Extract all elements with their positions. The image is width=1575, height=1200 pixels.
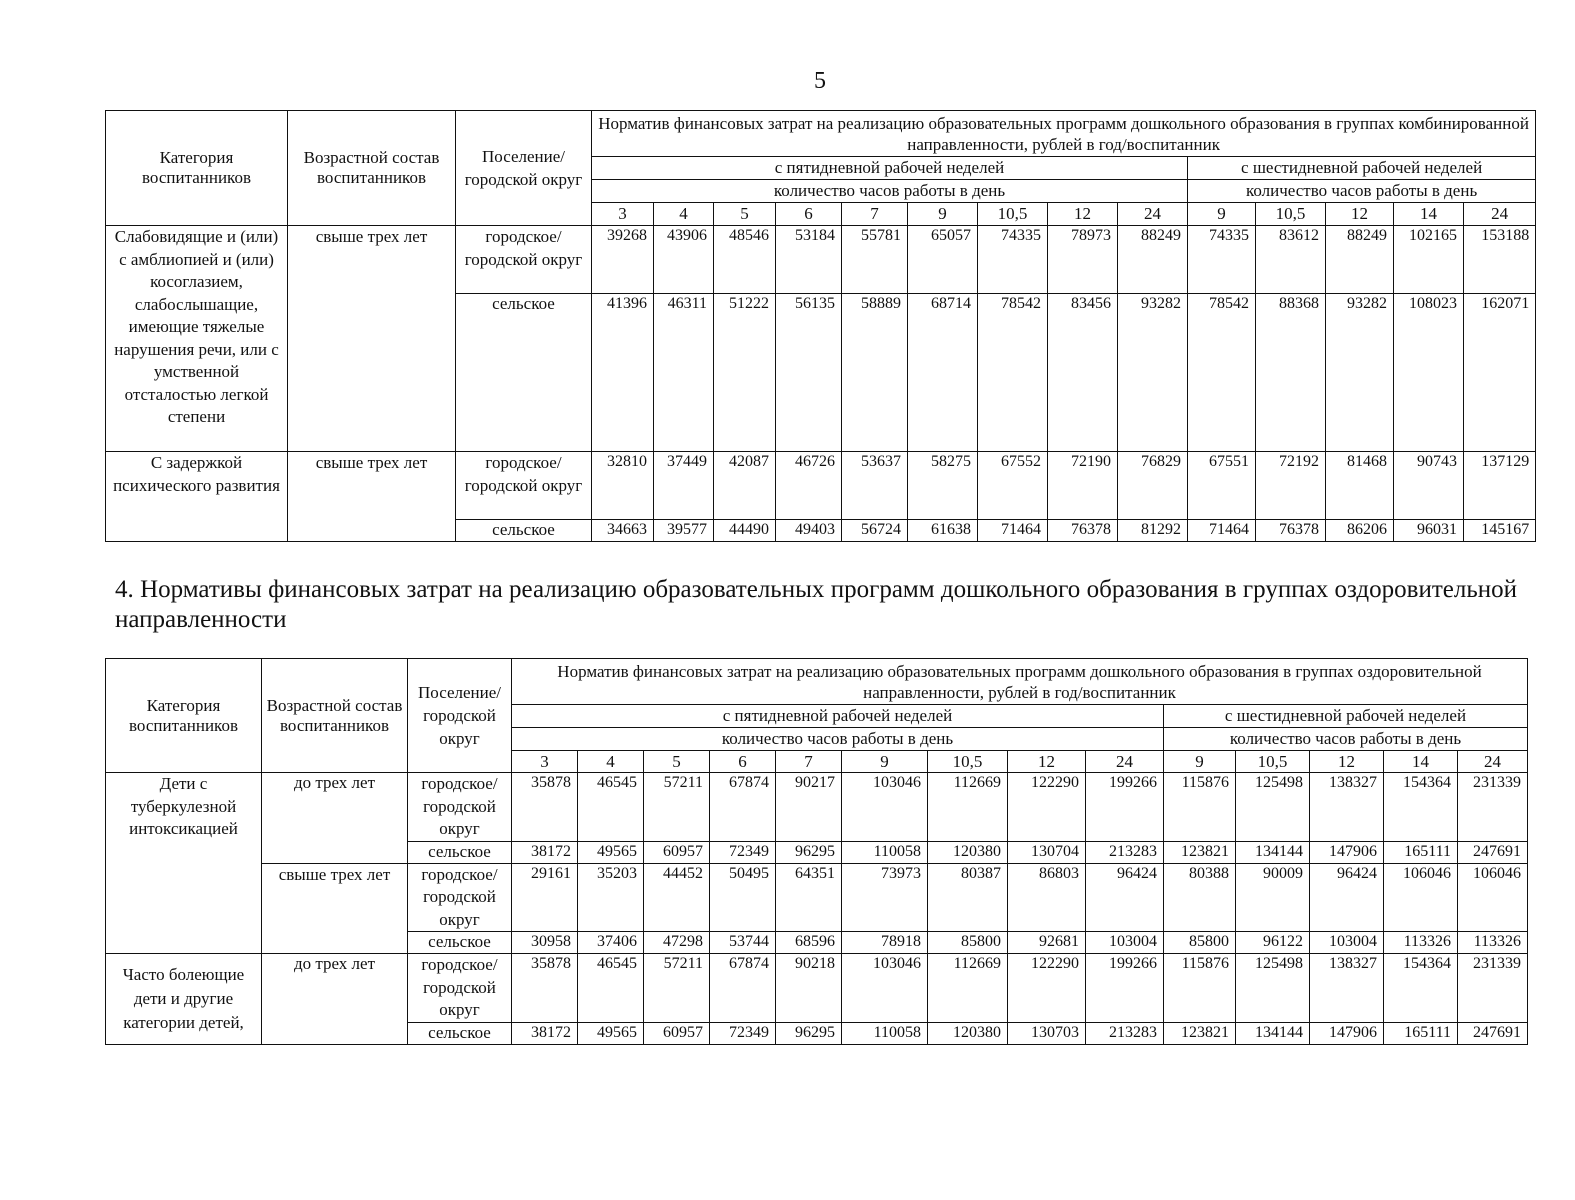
value-cell: 46311 bbox=[654, 294, 714, 452]
hours-header-cell: 9 bbox=[908, 203, 978, 226]
value-cell: 154364 bbox=[1384, 954, 1458, 1023]
value-cell: 110058 bbox=[842, 1022, 928, 1044]
hours-header-cell: 24 bbox=[1464, 203, 1536, 226]
value-cell: 102165 bbox=[1394, 226, 1464, 294]
header-settlement: Поселение/ городской округ bbox=[408, 659, 512, 773]
hours-header-cell: 12 bbox=[1008, 751, 1086, 773]
value-cell: 123821 bbox=[1164, 1022, 1236, 1044]
header-five-day: с пятидневной рабочей неделей bbox=[592, 157, 1188, 180]
hours-header-cell: 12 bbox=[1048, 203, 1118, 226]
value-cell: 60957 bbox=[644, 841, 710, 863]
value-cell: 80387 bbox=[928, 863, 1008, 932]
value-cell: 58889 bbox=[842, 294, 908, 452]
value-cell: 88249 bbox=[1326, 226, 1394, 294]
value-cell: 199266 bbox=[1086, 954, 1164, 1023]
health-groups-norm-table bbox=[105, 658, 1528, 1045]
value-cell: 72192 bbox=[1256, 452, 1326, 520]
age-cell: свыше трех лет bbox=[262, 863, 408, 954]
value-cell: 58275 bbox=[908, 452, 978, 520]
value-cell: 125498 bbox=[1236, 954, 1310, 1023]
table-row bbox=[106, 452, 1536, 520]
value-cell: 46545 bbox=[578, 954, 644, 1023]
value-cell: 50495 bbox=[710, 863, 776, 932]
value-cell: 30958 bbox=[512, 932, 578, 954]
value-cell: 110058 bbox=[842, 841, 928, 863]
value-cell: 88368 bbox=[1256, 294, 1326, 452]
value-cell: 138327 bbox=[1310, 954, 1384, 1023]
value-cell: 38172 bbox=[512, 841, 578, 863]
hours-header-cell: 4 bbox=[654, 203, 714, 226]
value-cell: 115876 bbox=[1164, 954, 1236, 1023]
value-cell: 108023 bbox=[1394, 294, 1464, 452]
hours-header-cell: 24 bbox=[1086, 751, 1164, 773]
value-cell: 81468 bbox=[1326, 452, 1394, 520]
value-cell: 76829 bbox=[1118, 452, 1188, 520]
value-cell: 73973 bbox=[842, 863, 928, 932]
value-cell: 32810 bbox=[592, 452, 654, 520]
hours-header-cell: 9 bbox=[1164, 751, 1236, 773]
value-cell: 53744 bbox=[710, 932, 776, 954]
value-cell: 86206 bbox=[1326, 520, 1394, 542]
value-cell: 56724 bbox=[842, 520, 908, 542]
value-cell: 53184 bbox=[776, 226, 842, 294]
value-cell: 137129 bbox=[1464, 452, 1536, 520]
value-cell: 115876 bbox=[1164, 773, 1236, 842]
value-cell: 74335 bbox=[978, 226, 1048, 294]
value-cell: 231339 bbox=[1458, 773, 1528, 842]
value-cell: 34663 bbox=[592, 520, 654, 542]
value-cell: 35878 bbox=[512, 954, 578, 1023]
settlement-cell: городское/ городской округ bbox=[408, 954, 512, 1023]
value-cell: 113326 bbox=[1384, 932, 1458, 954]
value-cell: 90218 bbox=[776, 954, 842, 1023]
value-cell: 67874 bbox=[710, 954, 776, 1023]
header-settlement: Поселение/ городской округ bbox=[456, 111, 592, 226]
header-hours-per-day: количество часов работы в день bbox=[512, 728, 1164, 751]
header-hours-per-day: количество часов работы в день bbox=[1164, 728, 1528, 751]
value-cell: 67552 bbox=[978, 452, 1048, 520]
value-cell: 44490 bbox=[714, 520, 776, 542]
settlement-cell: городское/ городской округ bbox=[408, 773, 512, 842]
value-cell: 147906 bbox=[1310, 841, 1384, 863]
value-cell: 53637 bbox=[842, 452, 908, 520]
value-cell: 74335 bbox=[1188, 226, 1256, 294]
header-six-day: с шестидневной рабочей неделей bbox=[1164, 705, 1528, 728]
settlement-cell: сельское bbox=[456, 294, 592, 452]
value-cell: 213283 bbox=[1086, 1022, 1164, 1044]
table-row bbox=[106, 954, 1528, 1023]
value-cell: 231339 bbox=[1458, 954, 1528, 1023]
value-cell: 76378 bbox=[1048, 520, 1118, 542]
value-cell: 130704 bbox=[1008, 841, 1086, 863]
hours-header-cell: 14 bbox=[1384, 751, 1458, 773]
value-cell: 78973 bbox=[1048, 226, 1118, 294]
value-cell: 96122 bbox=[1236, 932, 1310, 954]
value-cell: 57211 bbox=[644, 954, 710, 1023]
header-category: Категория воспитанников bbox=[106, 111, 288, 226]
value-cell: 103046 bbox=[842, 773, 928, 842]
value-cell: 71464 bbox=[978, 520, 1048, 542]
value-cell: 86803 bbox=[1008, 863, 1086, 932]
value-cell: 76378 bbox=[1256, 520, 1326, 542]
value-cell: 96424 bbox=[1310, 863, 1384, 932]
value-cell: 103004 bbox=[1086, 932, 1164, 954]
value-cell: 122290 bbox=[1008, 773, 1086, 842]
value-cell: 72349 bbox=[710, 841, 776, 863]
header-hours-per-day: количество часов работы в день bbox=[592, 180, 1188, 203]
header-hours-per-day: количество часов работы в день bbox=[1188, 180, 1536, 203]
hours-header-cell: 6 bbox=[710, 751, 776, 773]
age-cell: до трех лет bbox=[262, 954, 408, 1045]
value-cell: 93282 bbox=[1118, 294, 1188, 452]
age-cell: свыше трех лет bbox=[288, 452, 456, 542]
hours-header-cell: 3 bbox=[512, 751, 578, 773]
value-cell: 162071 bbox=[1464, 294, 1536, 452]
value-cell: 80388 bbox=[1164, 863, 1236, 932]
value-cell: 78542 bbox=[978, 294, 1048, 452]
value-cell: 39577 bbox=[654, 520, 714, 542]
value-cell: 83612 bbox=[1256, 226, 1326, 294]
value-cell: 29161 bbox=[512, 863, 578, 932]
value-cell: 72190 bbox=[1048, 452, 1118, 520]
settlement-cell: городское/ городской округ bbox=[456, 226, 592, 294]
value-cell: 138327 bbox=[1310, 773, 1384, 842]
value-cell: 92681 bbox=[1008, 932, 1086, 954]
value-cell: 46726 bbox=[776, 452, 842, 520]
value-cell: 71464 bbox=[1188, 520, 1256, 542]
value-cell: 49565 bbox=[578, 841, 644, 863]
value-cell: 213283 bbox=[1086, 841, 1164, 863]
hours-header-cell: 10,5 bbox=[928, 751, 1008, 773]
age-cell: свыше трех лет bbox=[288, 226, 456, 452]
value-cell: 112669 bbox=[928, 954, 1008, 1023]
hours-header-cell: 10,5 bbox=[1236, 751, 1310, 773]
hours-header-cell: 6 bbox=[776, 203, 842, 226]
value-cell: 78542 bbox=[1188, 294, 1256, 452]
value-cell: 64351 bbox=[776, 863, 842, 932]
value-cell: 37406 bbox=[578, 932, 644, 954]
value-cell: 93282 bbox=[1326, 294, 1394, 452]
value-cell: 56135 bbox=[776, 294, 842, 452]
category-cell: С задержкой психического развития bbox=[106, 452, 288, 542]
value-cell: 247691 bbox=[1458, 1022, 1528, 1044]
hours-header-cell: 14 bbox=[1394, 203, 1464, 226]
settlement-cell: сельское bbox=[456, 520, 592, 542]
hours-header-cell: 7 bbox=[842, 203, 908, 226]
value-cell: 48546 bbox=[714, 226, 776, 294]
value-cell: 113326 bbox=[1458, 932, 1528, 954]
value-cell: 112669 bbox=[928, 773, 1008, 842]
value-cell: 35878 bbox=[512, 773, 578, 842]
value-cell: 37449 bbox=[654, 452, 714, 520]
value-cell: 90217 bbox=[776, 773, 842, 842]
value-cell: 90009 bbox=[1236, 863, 1310, 932]
header-age: Возрастной состав воспитанников bbox=[288, 111, 456, 226]
hours-header-cell: 10,5 bbox=[978, 203, 1048, 226]
table-title: Норматив финансовых затрат на реализацию образовательных программ дошкольного образования в группах оздоровительной направленности, рублей в год/воспитанник bbox=[512, 659, 1528, 705]
value-cell: 67874 bbox=[710, 773, 776, 842]
value-cell: 35203 bbox=[578, 863, 644, 932]
value-cell: 67551 bbox=[1188, 452, 1256, 520]
hours-header-cell: 9 bbox=[842, 751, 928, 773]
value-cell: 78918 bbox=[842, 932, 928, 954]
hours-header-cell: 24 bbox=[1118, 203, 1188, 226]
value-cell: 38172 bbox=[512, 1022, 578, 1044]
value-cell: 85800 bbox=[1164, 932, 1236, 954]
header-six-day: с шестидневной рабочей неделей bbox=[1188, 157, 1536, 180]
value-cell: 55781 bbox=[842, 226, 908, 294]
value-cell: 130703 bbox=[1008, 1022, 1086, 1044]
value-cell: 42087 bbox=[714, 452, 776, 520]
header-age: Возрастной состав воспитанников bbox=[262, 659, 408, 773]
value-cell: 96031 bbox=[1394, 520, 1464, 542]
table-row bbox=[106, 863, 1528, 932]
table-row bbox=[106, 773, 1528, 842]
hours-header-cell: 24 bbox=[1458, 751, 1528, 773]
value-cell: 199266 bbox=[1086, 773, 1164, 842]
value-cell: 81292 bbox=[1118, 520, 1188, 542]
value-cell: 106046 bbox=[1384, 863, 1458, 932]
value-cell: 57211 bbox=[644, 773, 710, 842]
header-category: Категория воспитанников bbox=[106, 659, 262, 773]
value-cell: 90743 bbox=[1394, 452, 1464, 520]
hours-header-cell: 5 bbox=[644, 751, 710, 773]
combined-groups-norm-table bbox=[105, 110, 1536, 542]
value-cell: 122290 bbox=[1008, 954, 1086, 1023]
settlement-cell: городское/ городской округ bbox=[456, 452, 592, 520]
value-cell: 51222 bbox=[714, 294, 776, 452]
page-number: 5 bbox=[814, 68, 826, 94]
value-cell: 44452 bbox=[644, 863, 710, 932]
settlement-cell: сельское bbox=[408, 932, 512, 954]
value-cell: 65057 bbox=[908, 226, 978, 294]
value-cell: 49565 bbox=[578, 1022, 644, 1044]
value-cell: 85800 bbox=[928, 932, 1008, 954]
age-cell: до трех лет bbox=[262, 773, 408, 864]
hours-header-cell: 7 bbox=[776, 751, 842, 773]
section-heading: 4. Нормативы финансовых затрат на реализацию образовательных программ дошкольного образования в группах оздоровительной направленности bbox=[115, 576, 1517, 633]
category-cell: Слабовидящие и (или) с амблиопией и (или) косоглазием, слабослышащие, имеющие тяжелые нарушения речи, или с умственной отсталостью легкой степени bbox=[106, 226, 288, 452]
value-cell: 120380 bbox=[928, 841, 1008, 863]
settlement-cell: сельское bbox=[408, 841, 512, 863]
value-cell: 103046 bbox=[842, 954, 928, 1023]
hours-header-cell: 12 bbox=[1310, 751, 1384, 773]
value-cell: 96295 bbox=[776, 841, 842, 863]
header-five-day: с пятидневной рабочей неделей bbox=[512, 705, 1164, 728]
value-cell: 68596 bbox=[776, 932, 842, 954]
value-cell: 96295 bbox=[776, 1022, 842, 1044]
hours-header-cell: 4 bbox=[578, 751, 644, 773]
value-cell: 61638 bbox=[908, 520, 978, 542]
hours-header-cell: 5 bbox=[714, 203, 776, 226]
value-cell: 46545 bbox=[578, 773, 644, 842]
table-row bbox=[106, 226, 1536, 294]
value-cell: 165111 bbox=[1384, 1022, 1458, 1044]
hours-header-cell: 3 bbox=[592, 203, 654, 226]
hours-header-cell: 10,5 bbox=[1256, 203, 1326, 226]
value-cell: 47298 bbox=[644, 932, 710, 954]
value-cell: 145167 bbox=[1464, 520, 1536, 542]
settlement-cell: сельское bbox=[408, 1022, 512, 1044]
value-cell: 120380 bbox=[928, 1022, 1008, 1044]
value-cell: 39268 bbox=[592, 226, 654, 294]
value-cell: 165111 bbox=[1384, 841, 1458, 863]
category-cell: Часто болеющие дети и другие категории детей, bbox=[106, 954, 262, 1045]
category-cell: Дети с туберкулезной интоксикацией bbox=[106, 773, 262, 954]
value-cell: 96424 bbox=[1086, 863, 1164, 932]
value-cell: 123821 bbox=[1164, 841, 1236, 863]
value-cell: 103004 bbox=[1310, 932, 1384, 954]
settlement-cell: городское/ городской округ bbox=[408, 863, 512, 932]
value-cell: 49403 bbox=[776, 520, 842, 542]
value-cell: 68714 bbox=[908, 294, 978, 452]
value-cell: 43906 bbox=[654, 226, 714, 294]
value-cell: 134144 bbox=[1236, 841, 1310, 863]
value-cell: 88249 bbox=[1118, 226, 1188, 294]
value-cell: 41396 bbox=[592, 294, 654, 452]
value-cell: 106046 bbox=[1458, 863, 1528, 932]
value-cell: 154364 bbox=[1384, 773, 1458, 842]
hours-header-cell: 12 bbox=[1326, 203, 1394, 226]
value-cell: 125498 bbox=[1236, 773, 1310, 842]
value-cell: 247691 bbox=[1458, 841, 1528, 863]
value-cell: 134144 bbox=[1236, 1022, 1310, 1044]
value-cell: 60957 bbox=[644, 1022, 710, 1044]
value-cell: 147906 bbox=[1310, 1022, 1384, 1044]
value-cell: 72349 bbox=[710, 1022, 776, 1044]
value-cell: 83456 bbox=[1048, 294, 1118, 452]
hours-header-cell: 9 bbox=[1188, 203, 1256, 226]
table-title: Норматив финансовых затрат на реализацию образовательных программ дошкольного образования в группах комбинированной направленности, рублей в год/воспитанник bbox=[592, 111, 1536, 157]
value-cell: 153188 bbox=[1464, 226, 1536, 294]
